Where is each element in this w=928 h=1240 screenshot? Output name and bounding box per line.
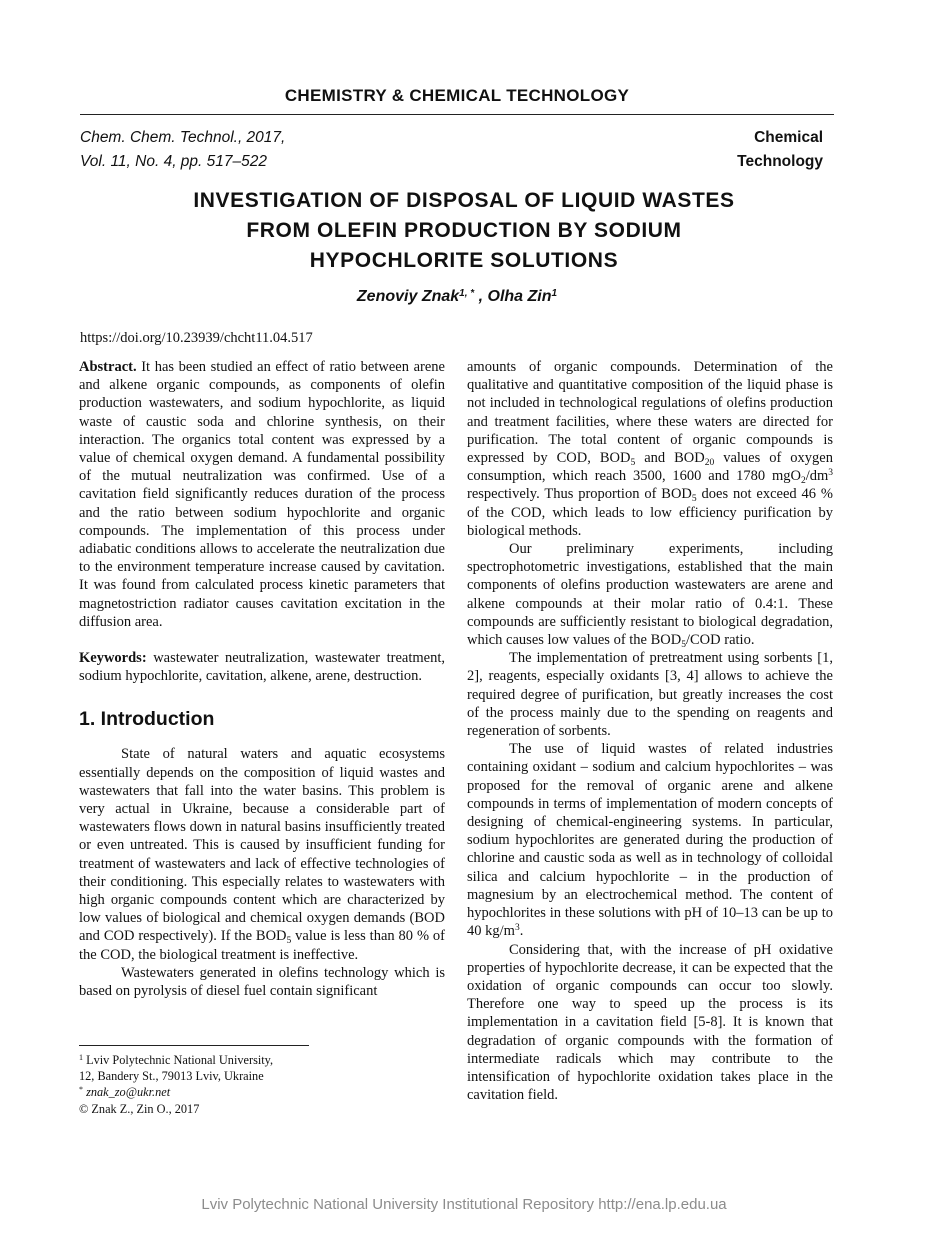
author-list — [80, 288, 834, 306]
journal-name-line-1: Chemical — [754, 129, 823, 146]
text-run: and BOD — [635, 450, 705, 467]
affiliation-line-1 — [79, 1052, 273, 1068]
left-column — [79, 358, 445, 1000]
author-affiliation-mark: 1 — [551, 288, 558, 299]
header-divider — [80, 114, 834, 115]
body-paragraph — [79, 745, 445, 963]
title-line-1: INVESTIGATION OF DISPOSAL OF LIQUID WASTES — [193, 189, 735, 212]
body-paragraph: Considering that, with the increase of pH oxidative properties of hypochlorite decrease, it can be expected that the oxidation of organic compounds can occur too slowly. Therefore one way to speed up the process is its implementation in a cavitation field [5-8]. It is known that degradation of organic compounds with the formation of intermediate radicals which may contribute to the intensification of hypochlorite oxidation takes place in the cavitation field. — [467, 941, 833, 1104]
citation-line-2: Vol. 11, No. 4, pp. 517–522 — [80, 153, 267, 170]
doi-link[interactable]: https://doi.org/10.23939/chcht11.04.517 — [80, 330, 313, 346]
superscript: 3 — [828, 468, 833, 479]
right-column — [467, 358, 833, 1104]
text-run: /COD ratio. — [685, 632, 755, 649]
text-run: /dm — [805, 468, 829, 485]
subscript: 5 — [691, 494, 697, 505]
section-heading-introduction: 1. Introduction — [79, 708, 215, 731]
title-line-3: HYPOCHLORITE SOLUTIONS — [309, 249, 619, 272]
affiliation-line-2: 12, Bandery St., 79013 Lviv, Ukraine — [79, 1069, 264, 1084]
subscript: 2 — [800, 476, 806, 487]
body-paragraph: Wastewaters generated in olefins technology which is based on pyrolysis of diesel fuel contain significant — [79, 964, 445, 1000]
email-line — [79, 1084, 273, 1100]
body-paragraph — [467, 540, 833, 649]
subscript: 5 — [286, 936, 292, 947]
footnote-mark: * — [79, 1085, 83, 1095]
copyright-line: © Znak Z., Zin O., 2017 — [79, 1101, 200, 1116]
body-paragraph — [467, 740, 833, 940]
subscript: 5 — [681, 640, 686, 651]
subscript: 20 — [704, 458, 715, 469]
title-line-2: FROM OLEFIN PRODUCTION BY SODIUM — [246, 219, 682, 242]
citation-line-1: Chem. Chem. Technol., 2017, — [80, 129, 286, 146]
footnote-mark: 1 — [79, 1053, 83, 1062]
text-run: . — [519, 923, 524, 940]
text-run: does not exceed 46 % of the COD, which leads to low efficiency purification by biological methods. — [467, 486, 833, 539]
keywords-text: wastewater neutralization, wastewater treatment, sodium hypochlorite, cavitation, alkene, arene, destruction. — [79, 650, 445, 685]
abstract-label: Abstract. — [79, 359, 137, 375]
text-run: values of oxygen consumption, which reach 3500, 1600 and 1780 mgO — [467, 450, 833, 485]
abstract-paragraph — [79, 358, 445, 631]
author-affiliation-mark: 1, * — [459, 288, 475, 299]
author-name: Zenoviy Znak — [356, 288, 460, 305]
text-run: Our preliminary experiments, including spectrophotometric investigations, established that the main components of olefins production wastewaters are arene and alkene compounds at their molar ratio of 0.4:1. These compounds are sufficiently resistant to biological degradation, which causes low values of the BOD — [467, 541, 833, 649]
author-name: Olha Zin — [487, 288, 552, 305]
journal-name-block — [737, 126, 823, 174]
journal-section-header: CHEMISTRY & CHEMICAL TECHNOLOGY — [284, 86, 630, 105]
body-paragraph — [467, 358, 833, 540]
text-run: State of natural waters and aquatic ecosystems essentially depends on the composition of liquid wastes and wastewaters that fall into the water basins. This problem is very actual in Ukraine, because a considerable part of wastewaters flows down in natural basins insufficiently treated or even untreated. This is caused by insufficient funding for treatment of wastewaters and lack of effective technologies of their conditioning. This especially relates to wastewaters with high organic compounds content which are characterized by low values of biological and chemical oxygen demands (BOD and COD respectively). If the BOD — [79, 746, 445, 945]
abstract-text: It has been studied an effect of ratio between arene and alkene organic compounds, as components of olefin production wastewaters, and sodium hypochlorite, as liquid waste of caustic soda and chlorine synthesis, on their interaction. The organics total content was expressed by a value of chemical oxygen demand. A fundamental possibility of the mutual neutralization was confirmed. Use of a cavitation field significantly reduces duration of the process and the ratio between sodium hypochlorite and organic compounds. The implementation of this process under adiabatic conditions allows to accelerate the neutralization due to the environment temperature increase caused by cavitation. It was found from calculated process kinetic parameters that magnetostriction radiator causes cavitation excitation in the diffusion area. — [79, 359, 445, 630]
keywords-label: Keywords: — [79, 650, 147, 667]
subscript: 5 — [630, 458, 636, 469]
body-paragraph: The implementation of pretreatment using sorbents [1, 2], reagents, especially oxidants [3, 4] allows to achieve the required degree of purification, but greatly increases the cost of the process mainly due to the spending on reagents and regeneration of sorbents. — [467, 650, 833, 740]
repository-footer[interactable]: Lviv Polytechnic National University Institutional Repository http://ena.lp.edu.ua — [201, 1196, 727, 1213]
keywords-paragraph — [79, 649, 445, 685]
text-run: The use of liquid wastes of related industries containing oxidant – sodium and calcium hypochlorites – was proposed for the removal of organic arene and alkene compounds in terms of implementation of modern concepts of designing of chemical-engineering systems. In particular, sodium hypochlorites are generated during the production of chlorine and caustic soda as well as in technology of colloidal silica and calcium hypochlorite – in the production of magnesium by an electrochemical method. The content of hypochlorites in these solutions with pH of 10–13 can be up to 40 kg/m — [467, 741, 833, 940]
text-run: value is less than 80 % of the COD, the biological treatment is ineffective. — [79, 928, 445, 963]
article-title — [100, 186, 828, 276]
author-email[interactable]: znak_zo@ukr.net — [83, 1085, 171, 1100]
journal-name-line-2: Technology — [737, 153, 823, 170]
citation-block — [80, 126, 285, 174]
text-run: respectively. Thus proportion of BOD — [467, 486, 692, 503]
footnotes — [79, 1052, 273, 1117]
author-separator: , — [474, 288, 488, 305]
footnote-divider — [79, 1045, 309, 1046]
superscript: 3 — [514, 923, 520, 934]
text-run: amounts of organic compounds. Determination of the qualitative and quantitative composition of the liquid phase is not included in technological regulations of olefins production and treatment facilities, where these waters are directed for purification. The total content of organic compounds is expressed by COD, BOD — [467, 359, 833, 467]
text-run: Lviv Polytechnic National University, — [83, 1053, 274, 1067]
